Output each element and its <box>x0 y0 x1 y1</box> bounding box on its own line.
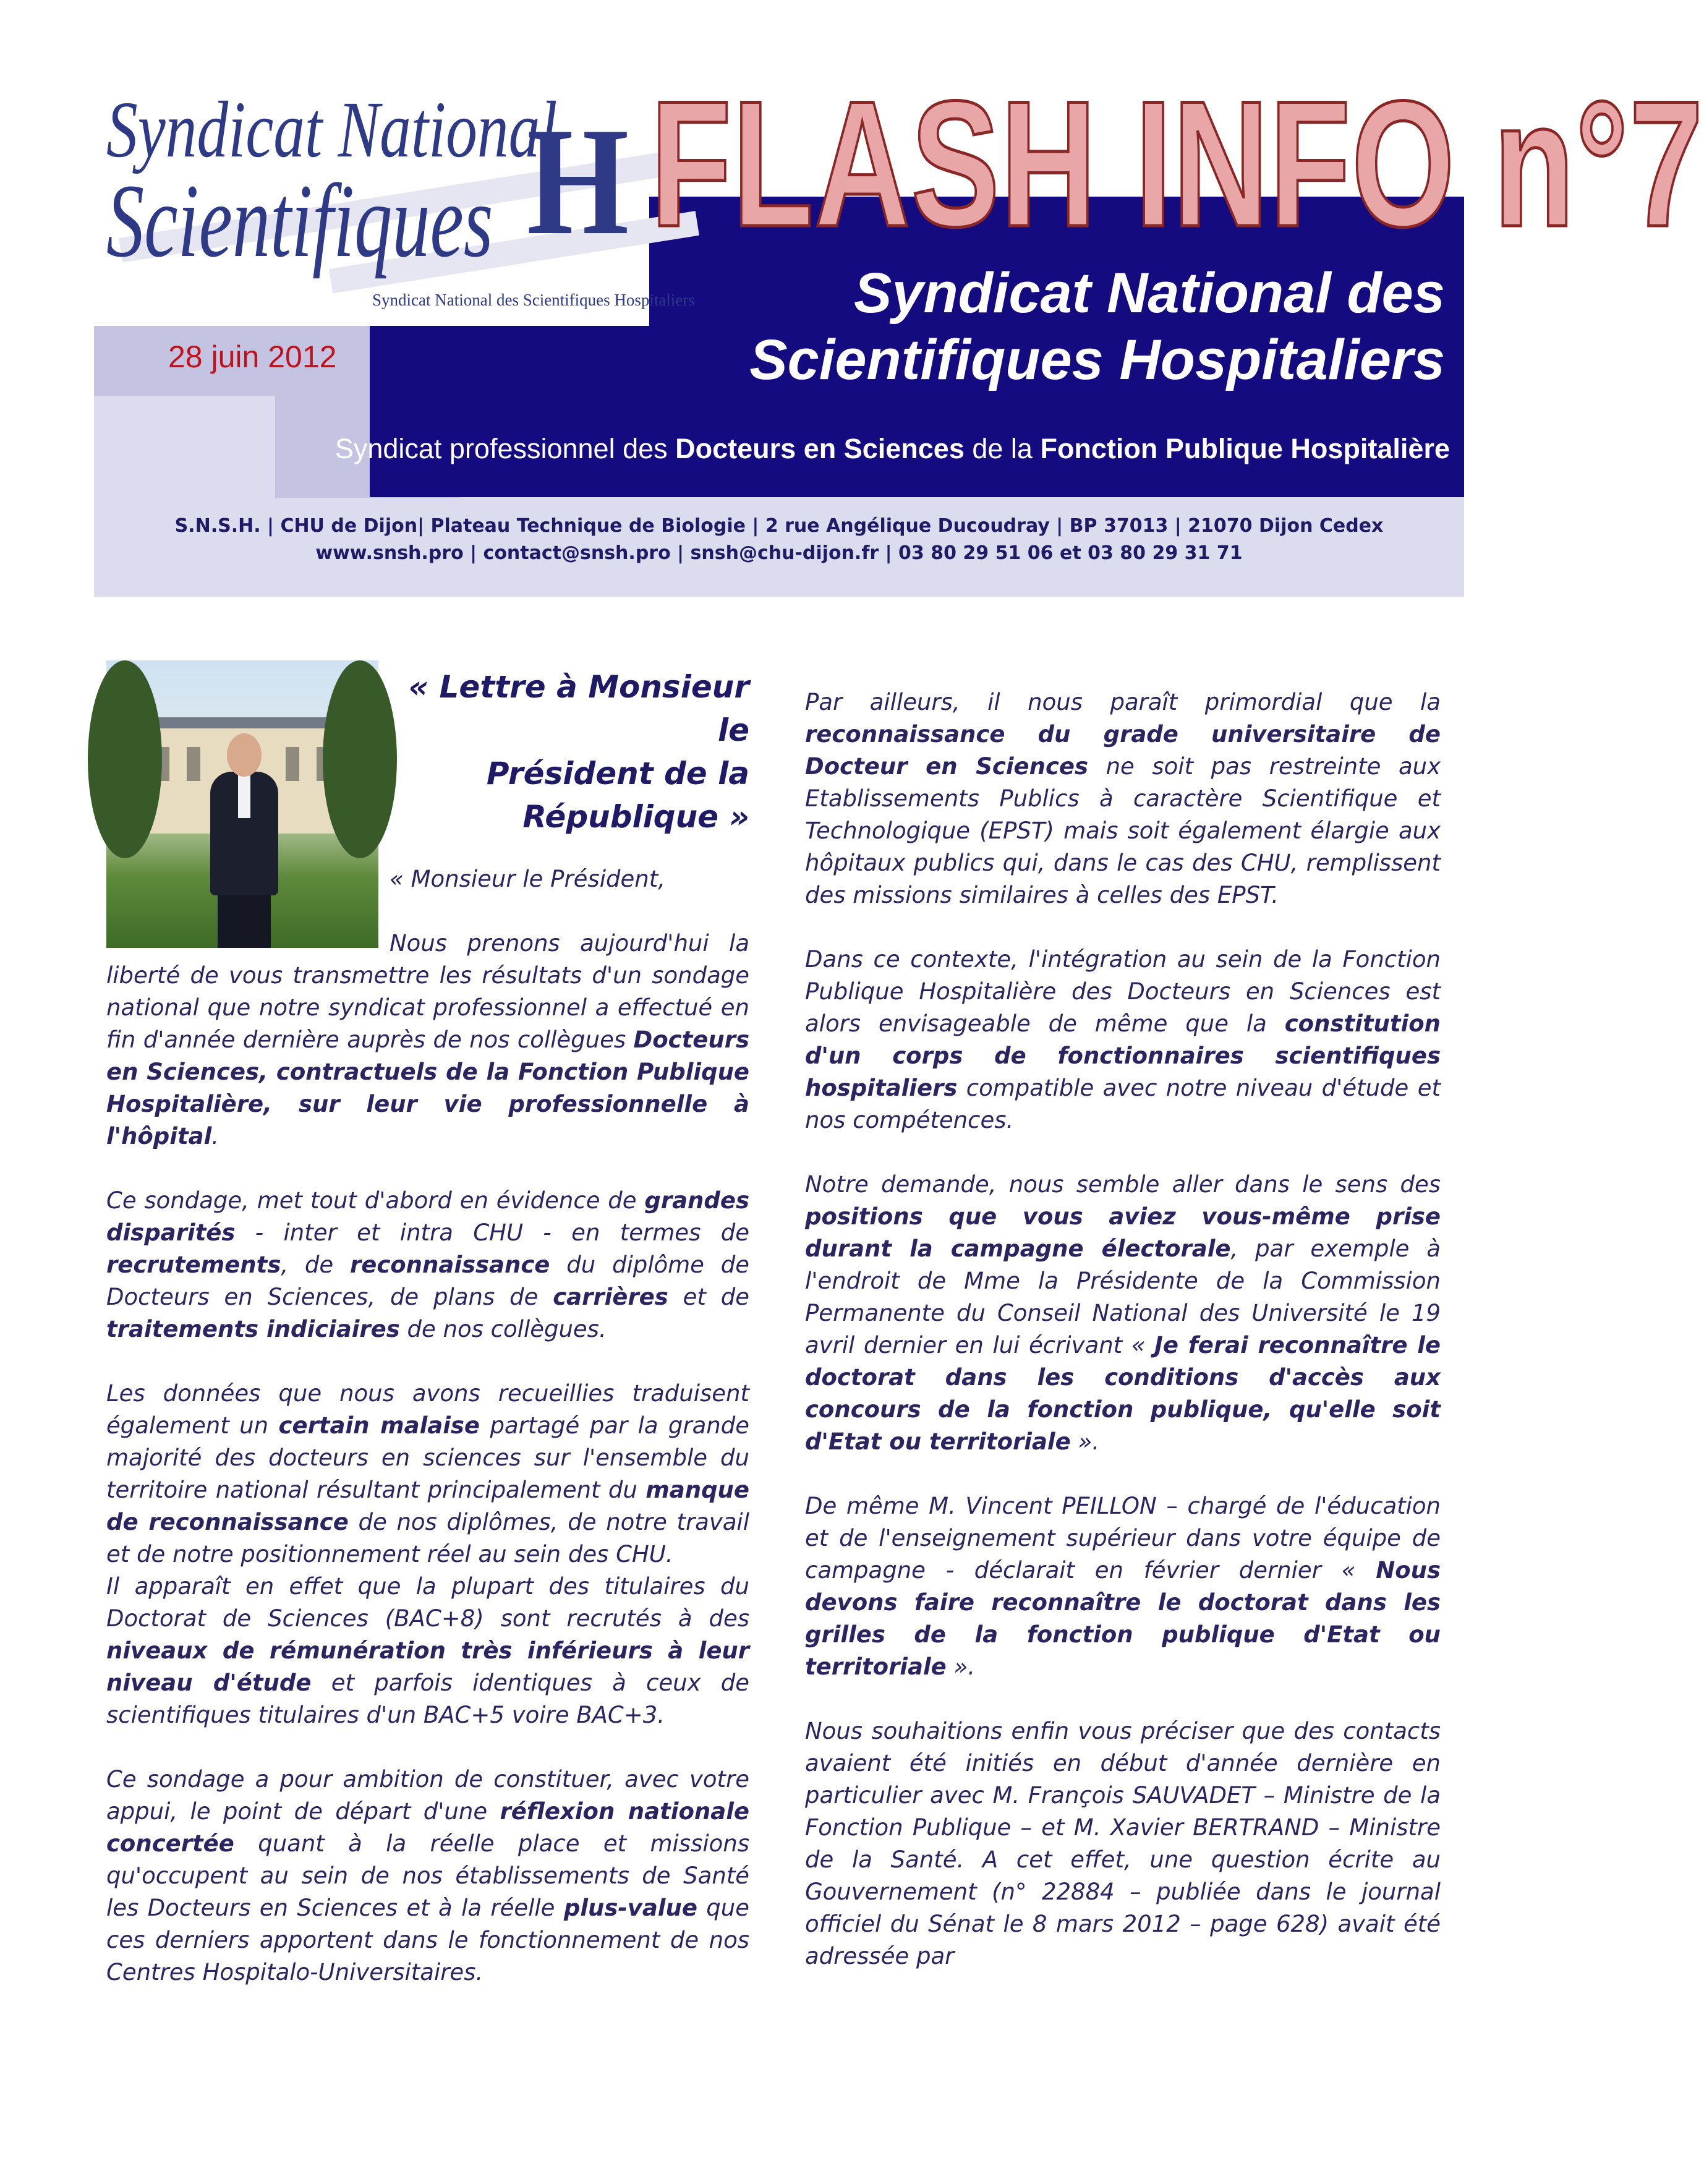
text-run: partagé par la grande majorité des docteurs en sciences sur l'ensemble du territoire national résultant principalement du <box>106 1412 750 1503</box>
photo-tree <box>323 660 397 858</box>
letter-title-line1: « Lettre à Monsieur le <box>408 669 749 748</box>
text-run: et parfois identiques à ceux de scientifiques titulaires d'un BAC+5 voire BAC+3. <box>106 1670 749 1728</box>
text-run: ». <box>1070 1428 1100 1455</box>
photo-person-legs <box>218 889 271 948</box>
bold-run: recrutements <box>106 1252 281 1278</box>
paragraph <box>106 928 749 1153</box>
paragraph <box>106 1764 749 1989</box>
bold-run: Docteurs en Sciences, contractuels de la Fonction Publique Hospitalière, sur leur vie professionnelle à l'hôpital <box>106 1026 749 1150</box>
bold-run: reconnaissance <box>349 1252 550 1278</box>
text-run: . <box>211 1123 219 1150</box>
text-run: et de <box>668 1284 749 1310</box>
photo-window <box>286 747 299 781</box>
paragraph <box>106 1378 749 1571</box>
address-line: S.N.S.H. | CHU de Dijon| Plateau Technique de Biologie | 2 rue Angélique Ducoudray | BP 37013 | 21070 Dijon Cedex <box>174 515 1384 537</box>
text-run: Notre demande, nous semble aller dans le sens des <box>805 1171 1441 1198</box>
photo-person-shirt <box>238 775 250 818</box>
bold-run: réflexion nationale concertée <box>106 1798 749 1857</box>
text-run: De même M. Vincent PEILLON – chargé de l'éducation et de l'enseignement supérieur dans votre équipe de campagne - déclarait en février dernier « <box>805 1493 1441 1584</box>
left-column <box>106 660 749 2021</box>
text-run: Nous souhaitions enfin vous préciser que des contacts avaient été initiés en début d'année dernière en particulier avec M. François SAUVADET – Ministre de la Fonction Publique – et M. Xavier BERTRAND – Ministre de la Santé. A cet effet, une question écrite au Gouvernement (n° 22884 – publiée dans le journal officiel du Sénat le 8 mars 2012 – page 628) avait été adressée par <box>805 1718 1441 1969</box>
text-run: Il apparaît en effet que la plupart des titulaires du Doctorat de Sciences (BAC+8) sont recrutés à des <box>106 1573 749 1632</box>
logo <box>94 83 695 326</box>
logo-line1: Syndicat National <box>106 85 558 174</box>
text-run: Nous prenons aujourd'hui la liberté de vous transmettre les résultats d'un sondage national que notre syndicat professionnel a effectué en fin d'année dernière auprès de nos collègues <box>106 930 749 1053</box>
bold-run: traitements indiciaires <box>106 1316 400 1342</box>
header-subtitle <box>335 433 1450 465</box>
letter-title-line2: Président de la <box>486 756 749 791</box>
page-title-line2: Scientifiques Hospitaliers <box>749 328 1445 391</box>
president-photo <box>106 660 378 948</box>
subtitle-mid: de la <box>964 433 1041 464</box>
bold-run: plus-value <box>563 1895 697 1921</box>
text-run: Les données que nous avons recueillies traduisent également un <box>106 1380 749 1439</box>
bold-run: reconnaissance du grade universitaire de Docteur en Sciences <box>805 721 1441 780</box>
text-run: que ces derniers apportent dans le fonctionnement de nos Centres Hospitalo-Universitaires. <box>106 1895 749 1986</box>
bold-run: Nous devons faire reconnaître le doctorat dans les grilles de la fonction publique d'Etat ou territoriale <box>805 1557 1441 1680</box>
paragraph <box>805 1715 1441 1973</box>
page-title-line1: Syndicat National des <box>853 262 1445 325</box>
paragraph <box>805 1490 1441 1683</box>
text-run: Par ailleurs, il nous paraît primordial que la <box>805 689 1441 715</box>
subtitle-prefix: Syndicat professionnel des <box>334 433 676 464</box>
text-run: - inter et intra CHU - en termes de <box>235 1219 749 1246</box>
text-run: de nos diplômes, de notre travail et de notre positionnement réel au sein des CHU. <box>106 1509 749 1568</box>
flash-title: FLASH INFO n°7 <box>650 64 1704 264</box>
text-run: de nos collègues. <box>399 1316 607 1342</box>
photo-window <box>187 747 200 781</box>
bold-run: grandes disparités <box>106 1187 749 1246</box>
photo-tree <box>88 660 162 858</box>
letter-title-line3: République » <box>522 799 749 835</box>
paragraph <box>805 1169 1441 1458</box>
bold-run: carrières <box>553 1284 668 1310</box>
bold-run: positions que vous aviez vous-même prise durant la campagne électorale <box>805 1203 1441 1262</box>
page-title <box>749 260 1445 393</box>
text-run: , de <box>281 1252 350 1278</box>
letter-greeting: « Monsieur le Président, <box>390 866 665 892</box>
paragraph <box>106 1571 749 1731</box>
right-column <box>805 686 1441 2005</box>
bold-run: Je ferai reconnaître le doctorat dans les conditions d'accès aux concours de la fonction publique, qu'elle soit d'Etat ou territoriale <box>805 1332 1441 1455</box>
logo-line2: Scientifiques <box>106 163 493 279</box>
text-run: ». <box>946 1653 976 1680</box>
paragraph <box>805 944 1441 1137</box>
logo-caption: Syndicat National des Scientifiques Hospitaliers <box>372 291 695 309</box>
contact-line: www.snsh.pro | contact@snsh.pro | snsh@chu-dijon.fr | 03 80 29 51 06 et 03 80 29 31 71 <box>315 542 1243 564</box>
text-run: quant à la réelle place et missions qu'occupent au sein de nos établissements de Santé les Docteurs en Sciences et à la réelle <box>106 1830 749 1921</box>
bold-run: constitution d'un corps de fonctionnaires scientifiques hospitaliers <box>805 1010 1441 1101</box>
bold-run: certain malaise <box>278 1412 480 1439</box>
text-run: , par exemple à l'endroit de Mme la Présidente de la Commission Permanente du Conseil National des Université le 19 avril dernier en lui écrivant « <box>805 1235 1441 1359</box>
photo-person-head <box>227 733 262 777</box>
paragraph <box>106 1185 749 1346</box>
text-run: ne soit pas restreinte aux Etablissements Publics à caractère Scientifique et Technologique (EPST) mais soit également élargie aux hôpitaux publics qui, dans le cas des CHU, remplissent des missions similaires à celles des EPST. <box>805 753 1441 908</box>
issue-date: 28 juin 2012 <box>168 339 337 374</box>
text-run: Dans ce contexte, l'intégration au sein de la Fonction Publique Hospitalière des Docteurs en Sciences est alors envisageable de même que la <box>805 946 1441 1037</box>
text-run: Ce sondage a pour ambition de constituer, avec votre appui, le point de départ d'une <box>106 1766 749 1825</box>
logo-letter: H <box>527 96 629 267</box>
bold-run: manque de reconnaissance <box>106 1477 749 1535</box>
subtitle-bold2: Fonction Publique Hospitalière <box>1040 433 1450 464</box>
text-run: compatible avec notre niveau d'étude et nos compétences. <box>805 1075 1441 1133</box>
text-run: Ce sondage, met tout d'abord en évidence de <box>106 1187 645 1214</box>
bold-run: niveaux de rémunération très inférieurs à leur niveau d'étude <box>106 1637 749 1696</box>
text-run: du diplôme de Docteurs en Sciences, de plans de <box>106 1252 749 1310</box>
subtitle-bold1: Docteurs en Sciences <box>675 433 965 464</box>
paragraph <box>805 686 1441 911</box>
